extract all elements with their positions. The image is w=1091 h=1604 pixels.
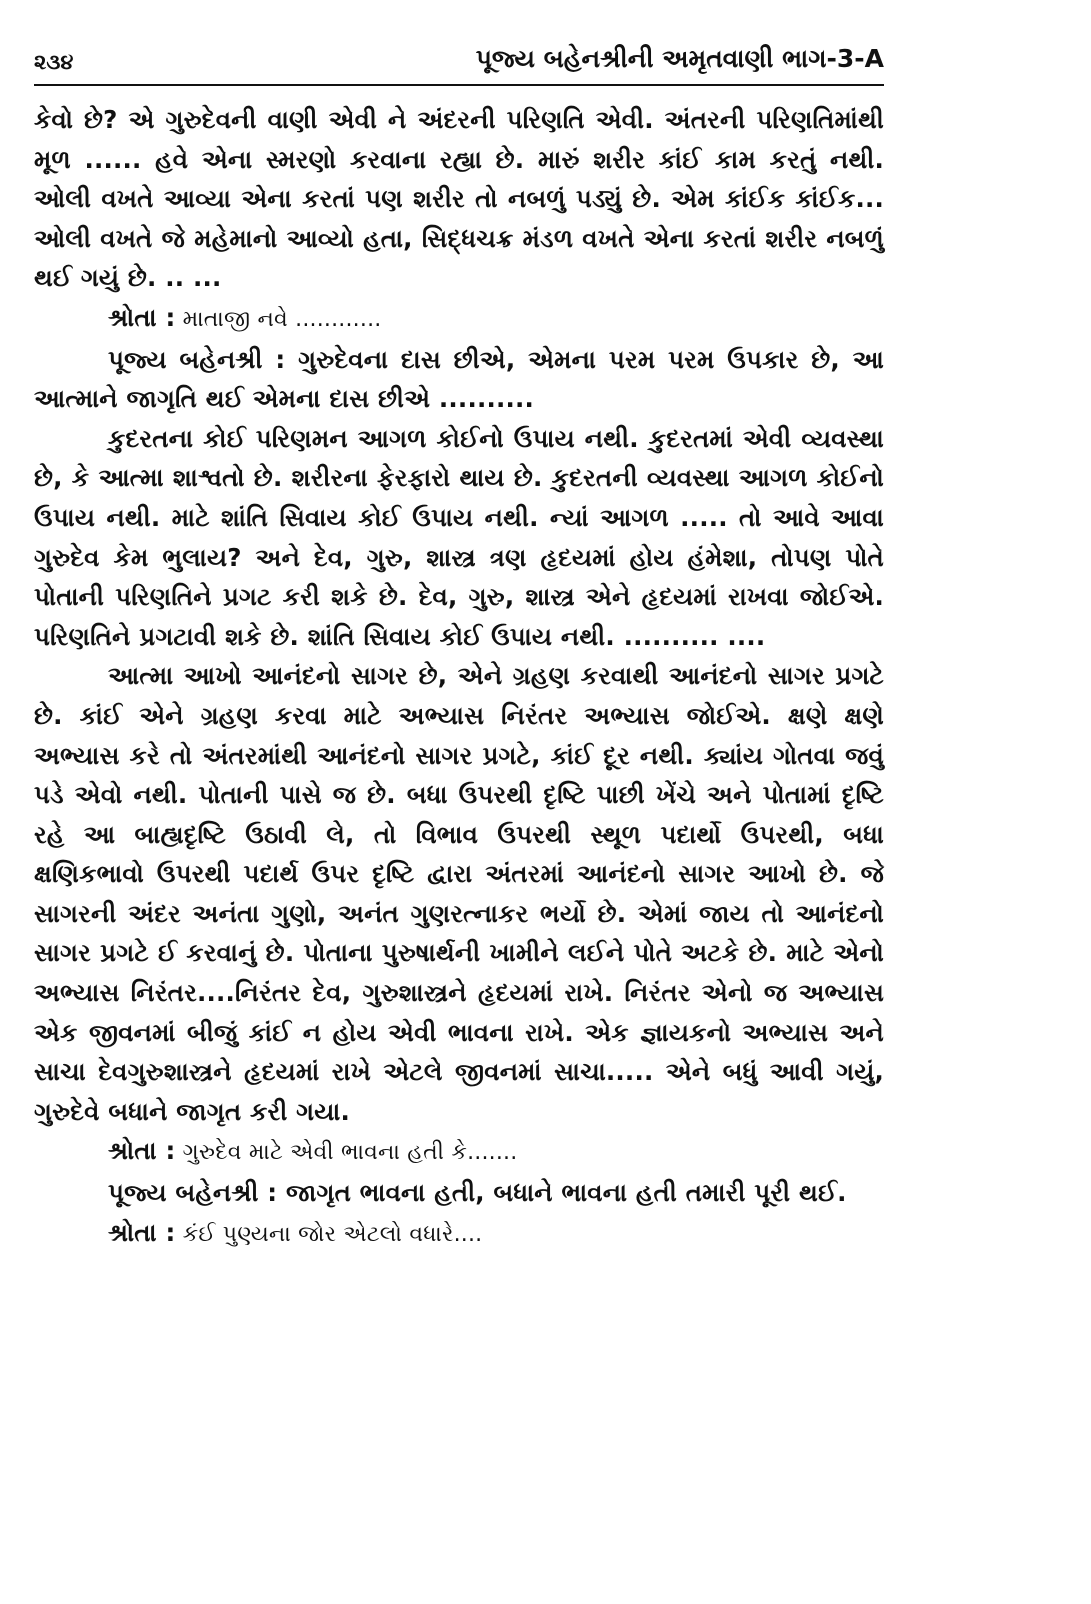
dialog-text: ગુરુદેવ માટે એવી ભાવના હતી કે....... <box>175 1140 518 1166</box>
speaker-label: શ્રોતા : <box>108 1136 176 1166</box>
page-header <box>34 44 884 86</box>
speaker-label: પૂજ્ય બહેનશ્રી : <box>108 344 286 374</box>
dialog-text: માતાજી નવે ............ <box>175 306 382 332</box>
dialog-listener <box>34 298 884 340</box>
speaker-label: પૂજ્ય બહેનશ્રી : <box>108 1178 278 1208</box>
dialog-bahenshri <box>34 340 884 419</box>
paragraph: આત્મા આખો આનંદનો સાગર છે, એને ગ્રહણ કરવાથી આનંદનો સાગર પ્રગટે છે. કાંઈ એને ગ્રહણ કરવા માટે અભ્યાસ નિરંતર અભ્યાસ જોઈએ. ક્ષણે ક્ષણે અભ્યાસ કરે તો અંતરમાંથી આનંદનો સાગર પ્રગટે, કાંઈ દૂર નથી. ક્યાંય ગોતવા જવું પડે એવો નથી. પોતાની પાસે જ છે. બધા ઉપરથી દૃષ્ટિ પાછી ખેંચે અને પોતામાં દૃષ્ટિ રહે આ બાહ્યદૃષ્ટિ ઉઠાવી લે, તો વિભાવ ઉપરથી સ્થૂળ પદાર્થો ઉપરથી, બધા ક્ષણિકભાવો ઉપરથી પદાર્થ ઉપર દૃષ્ટિ દ્વારા અંતરમાં આનંદનો સાગર આખો છે. જે સાગરની અંદર અનંતા ગુણો, અનંત ગુણરત્નાકર ભર્યો છે. એમાં જાય તો આનંદનો સાગર પ્રગટે ઈ કરવાનું છે. પોતાના પુરુષાર્થની ખામીને લઈને પોતે અટકે છે. માટે એનો અભ્યાસ નિરંતર....નિરંતર દેવ, ગુરુશાસ્ત્રને હૃદયમાં રાખે. નિરંતર એનો જ અભ્યાસ એક જીવનમાં બીજું કાંઈ ન હોય એવી ભાવના રાખે. એક જ્ઞાયકનો અભ્યાસ અને સાચા દેવગુરુશાસ્ત્રને હૃદયમાં રાખે એટલે જીવનમાં સાચા..... એને બધું આવી ગયું, ગુરુદેવે બધાને જાગૃત કરી ગયા. <box>34 661 884 1126</box>
page-number: ૨૩૪ <box>34 50 74 74</box>
dialog-text: ગુરુદેવના દાસ છીએ, એમના પરમ પરમ ઉપકાર છે, આ આત્માને જાગૃતિ થઈ એમના દાસ છીએ .......... <box>34 344 885 414</box>
dialog-listener <box>34 1131 884 1173</box>
running-title: પૂજ્ય બહેનશ્રીની અમૃતવાણી ભાગ-3-A <box>475 44 884 73</box>
paragraph: કુદરતના કોઈ પરિણમન આગળ કોઈનો ઉપાય નથી. કુદરતમાં એવી વ્યવસ્થા છે, કે આત્મા શાશ્વતો છે. શરીરના ફેરફારો થાય છે. કુદરતની વ્યવસ્થા આગળ કોઈનો ઉપાય નથી. માટે શાંતિ સિવાય કોઈ ઉપાય નથી. ન્યાં આગળ ..... તો આવે આવા ગુરુદેવ કેમ ભુલાય? અને દેવ, ગુરુ, શાસ્ત્ર ત્રણ હૃદયમાં હોય હંમેશા, તોપણ પોતે પોતાની પરિણતિને પ્રગટ કરી શકે છે. દેવ, ગુરુ, શાસ્ત્ર એને હૃદયમાં રાખવા જોઈએ. પરિણતિને પ્રગટાવી શકે છે. શાંતિ સિવાય કોઈ ઉપાય નથી. .......... .... <box>34 423 884 651</box>
speaker-label: શ્રોતા : <box>108 302 176 332</box>
paragraph-continuation: કેવો છે? એ ગુરુદેવની વાણી એવી ને અંદરની પરિણતિ એવી. અંતરની પરિણતિમાંથી મૂળ ...... હવે એના સ્મરણો કરવાના રહ્યા છે. મારું શરીર કાંઈ કામ કરતું નથી. ઓલી વખતે આવ્યા એના કરતાં પણ શરીર તો નબળું પડ્યું છે. એમ કાંઈક કાંઈક... ઓલી વખતે જે મહેમાનો આવ્યો હતા, સિદ્ધચક્ર મંડળ વખતે એના કરતાં શરીર નબળું થઈ ગયું છે. .. ... <box>34 105 884 293</box>
body-text <box>34 100 884 1254</box>
dialog-listener <box>34 1213 884 1255</box>
dialog-bahenshri <box>34 1173 884 1213</box>
speaker-label: શ્રોતા : <box>108 1217 176 1247</box>
dialog-text: જાગૃત ભાવના હતી, બધાને ભાવના હતી તમારી પૂરી થઈ. <box>277 1178 847 1208</box>
dialog-text: કંઈ પુણ્યના જોર એટલો વધારે.... <box>175 1221 483 1247</box>
